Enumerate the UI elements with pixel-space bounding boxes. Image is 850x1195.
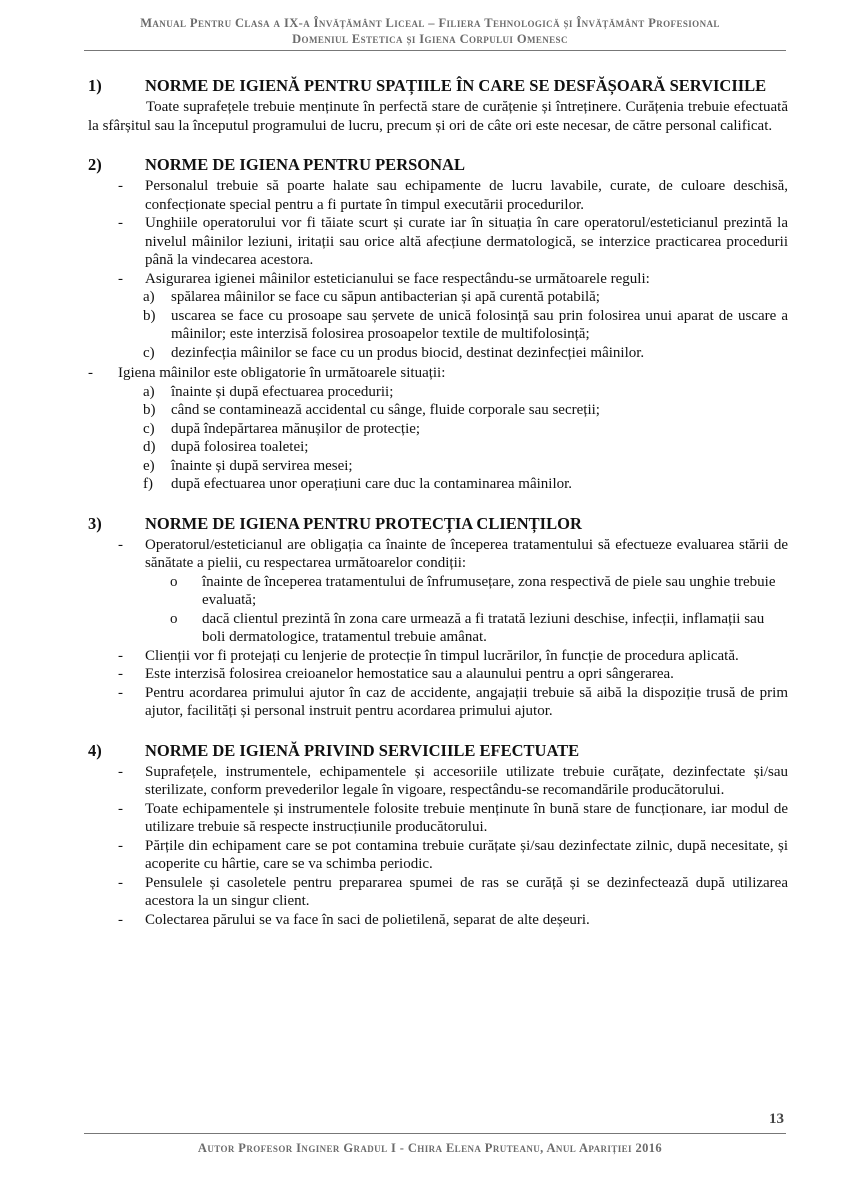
list-item xyxy=(88,911,788,930)
list-item xyxy=(88,684,788,721)
hand-hygiene-situations xyxy=(88,383,788,494)
section-clients xyxy=(88,514,788,721)
page-number: 13 xyxy=(769,1111,784,1127)
dash-bullet-icon: - xyxy=(118,684,123,701)
list-item-text: Asigurarea igienei mâinilor esteticianului se face respectându-se următoarele reguli: xyxy=(145,270,650,287)
list-item-text: Unghiile operatorului vor fi tăiate scurt și curate iar în situația în care operatorul/esteticianul prezintă la nivelul mâinilor leziuni, iritații sau orice altă afecțiune dermatologică, se interzice practicarea procedurii până la vindecarea acestora. xyxy=(145,215,788,268)
sub-item: a) spălarea mâinilor se face cu săpun antibacterian și apă curentă potabilă; xyxy=(143,289,600,305)
section-title: NORME DE IGIENA PENTRU PERSONAL xyxy=(145,155,465,174)
section-title: NORME DE IGIENĂ PENTRU SPAȚIILE ÎN CARE SE DESFĂȘOARĂ SERVICIILE xyxy=(145,76,767,95)
section-heading xyxy=(88,76,788,96)
rules-list xyxy=(88,536,788,721)
page-content xyxy=(88,76,788,929)
conditions-list xyxy=(88,573,788,647)
running-footer: Autor Profesor Inginer Gradul I - Chira Elena Pruteanu, Anul Apariției 2016 xyxy=(197,1141,663,1155)
paragraph-text: Toate suprafețele trebuie menținute în perfectă stare de curățenie și întreținere. Curățenia trebuie efectuată la sfârșitul sau la începutul programului de lucru, precum și ori de câte ori este necesar, de către personal calificat. xyxy=(88,99,788,134)
dash-bullet-icon: - xyxy=(118,837,123,854)
dash-bullet-icon: - xyxy=(118,536,123,553)
sub-item: b) când se contaminează accidental cu sânge, fluide corporale sau secreții; xyxy=(143,402,600,418)
list-item xyxy=(88,763,788,800)
section-number: 4) xyxy=(88,740,102,760)
list-item-text: Toate echipamentele și instrumentele folosite trebuie menținute în bună stare de funcționare, iar modul de utilizare trebuie să respecte instrucțiunile producătorului. xyxy=(145,800,788,835)
list-item xyxy=(88,364,788,494)
section-heading xyxy=(88,155,788,175)
list-item xyxy=(88,837,788,874)
list-item-text: Părțile din echipament care se pot contamina trebuie curățate și/sau dezinfectate zilnic, după necesitate, și acoperite cu hârtie, care se va schimba periodic. xyxy=(145,837,788,872)
list-item-text: Pensulele și casoletele pentru prepararea spumei de ras se curăță și se dezinfectează după utilizarea acestora la un singur client. xyxy=(145,874,788,909)
list-item-text: Igiena mâinilor este obligatorie în următoarele situații: xyxy=(118,365,446,381)
section-services xyxy=(88,741,788,930)
list-item-text: Operatorul/esteticianul are obligația ca înainte de începerea tratamentului să efectueze evaluarea stării de sănătate a pielii, cu respectarea următoarelor condiții: xyxy=(145,536,788,571)
list-item-text: Colectarea părului se va face în saci de polietilenă, separat de alte deșeuri. xyxy=(145,911,590,928)
dash-bullet-icon: - xyxy=(118,763,123,780)
sub-item: b) uscarea se face cu prosoape sau șervete de unică folosință sau prin folosirea unui aparat de uscare a mâinilor; este interzisă folosirea prosoapelor textile de multifolosință; xyxy=(143,307,788,342)
running-header-line2: Domeniul Estetica și Igiena Corpului Omenesc xyxy=(292,32,568,46)
section-paragraph xyxy=(88,98,788,135)
section-number: 2) xyxy=(88,155,102,174)
dash-bullet-icon: - xyxy=(118,270,123,287)
dash-bullet-icon: - xyxy=(118,800,123,817)
footer-rule xyxy=(84,1133,786,1134)
dash-bullet-icon: - xyxy=(118,178,123,194)
list-item xyxy=(88,536,788,647)
sub-item: c) după îndepărtarea mănușilor de protecție; xyxy=(143,420,421,437)
list-item xyxy=(88,800,788,837)
sub-item: o dacă clientul prezintă în zona care urmează a fi tratată leziuni deschise, infecții, inflamații sau boli dermatologice, tratamentul trebuie amânat. xyxy=(170,610,765,645)
sub-item: d) după folosirea toaletei; xyxy=(143,439,309,455)
situations-list xyxy=(88,364,788,494)
section-number: 1) xyxy=(88,76,102,95)
list-item xyxy=(88,665,788,684)
dash-bullet-icon: - xyxy=(118,874,123,891)
list-item xyxy=(88,270,788,363)
running-header-line1: Manual Pentru Clasa a IX-a Învățământ Liceal – Filiera Tehnologică și Învățământ Profesional xyxy=(140,16,720,30)
circle-bullet-icon: o xyxy=(170,573,178,590)
section-number: 3) xyxy=(88,513,102,533)
list-item-text: Pentru acordarea primului ajutor în caz de accidente, angajații trebuie să aibă la dispoziție trusă de prim ajutor, facilități și personal instruit pentru acordarea primului ajutor. xyxy=(145,684,788,719)
sub-item: a) înainte și după efectuarea procedurii; xyxy=(143,383,394,400)
sub-item: o înainte de începerea tratamentului de înfrumusețare, zona respectivă de piele sau unghie trebuie evaluată; xyxy=(170,573,776,608)
dash-bullet-icon: - xyxy=(118,647,123,664)
list-item-text: Este interzisă folosirea creioanelor hemostatice sau a alaunului pentru a opri sângerarea. xyxy=(145,666,674,682)
section-spaces xyxy=(88,76,788,135)
dash-bullet-icon: - xyxy=(118,911,123,928)
list-item xyxy=(88,177,788,214)
sub-item: e) înainte și după servirea mesei; xyxy=(143,457,353,474)
list-item-text: Personalul trebuie să poarte halate sau echipamente de lucru lavabile, curate, de culoare deschisă, confecționate special pentru a fi purtate în timpul executării procedurilor. xyxy=(145,178,788,213)
section-heading xyxy=(88,741,788,761)
rules-list xyxy=(88,177,788,362)
section-heading xyxy=(88,514,788,534)
dash-bullet-icon: - xyxy=(118,666,123,682)
dash-bullet-icon: - xyxy=(88,365,93,381)
section-personnel xyxy=(88,155,788,494)
dash-bullet-icon: - xyxy=(118,215,123,231)
list-item xyxy=(88,647,788,666)
section-title: NORME DE IGIENĂ PRIVIND SERVICIILE EFECTUATE xyxy=(145,740,580,760)
section-title: NORME DE IGIENA PENTRU PROTECȚIA CLIENȚILOR xyxy=(145,513,582,533)
sub-item: f) după efectuarea unor operațiuni care duc la contaminarea mâinilor. xyxy=(143,476,573,492)
sub-item: c) dezinfecția mâinilor se face cu un produs biocid, destinat dezinfecției mâinilor. xyxy=(143,344,645,361)
list-item-text: Clienții vor fi protejați cu lenjerie de protecție în timpul lucrărilor, în funcție de procedura aplicată. xyxy=(145,647,739,664)
list-item xyxy=(88,214,788,270)
hand-hygiene-rules xyxy=(88,288,788,362)
list-item-text: Suprafețele, instrumentele, echipamentele și accesoriile utilizate trebuie curățate, dezinfectate și/sau sterilizate, conform prevederilor legale în vigoare, respectându-se recomandările producătorului. xyxy=(145,763,788,798)
circle-bullet-icon: o xyxy=(170,610,178,627)
list-item xyxy=(88,874,788,911)
header-rule xyxy=(84,50,786,51)
rules-list xyxy=(88,763,788,930)
